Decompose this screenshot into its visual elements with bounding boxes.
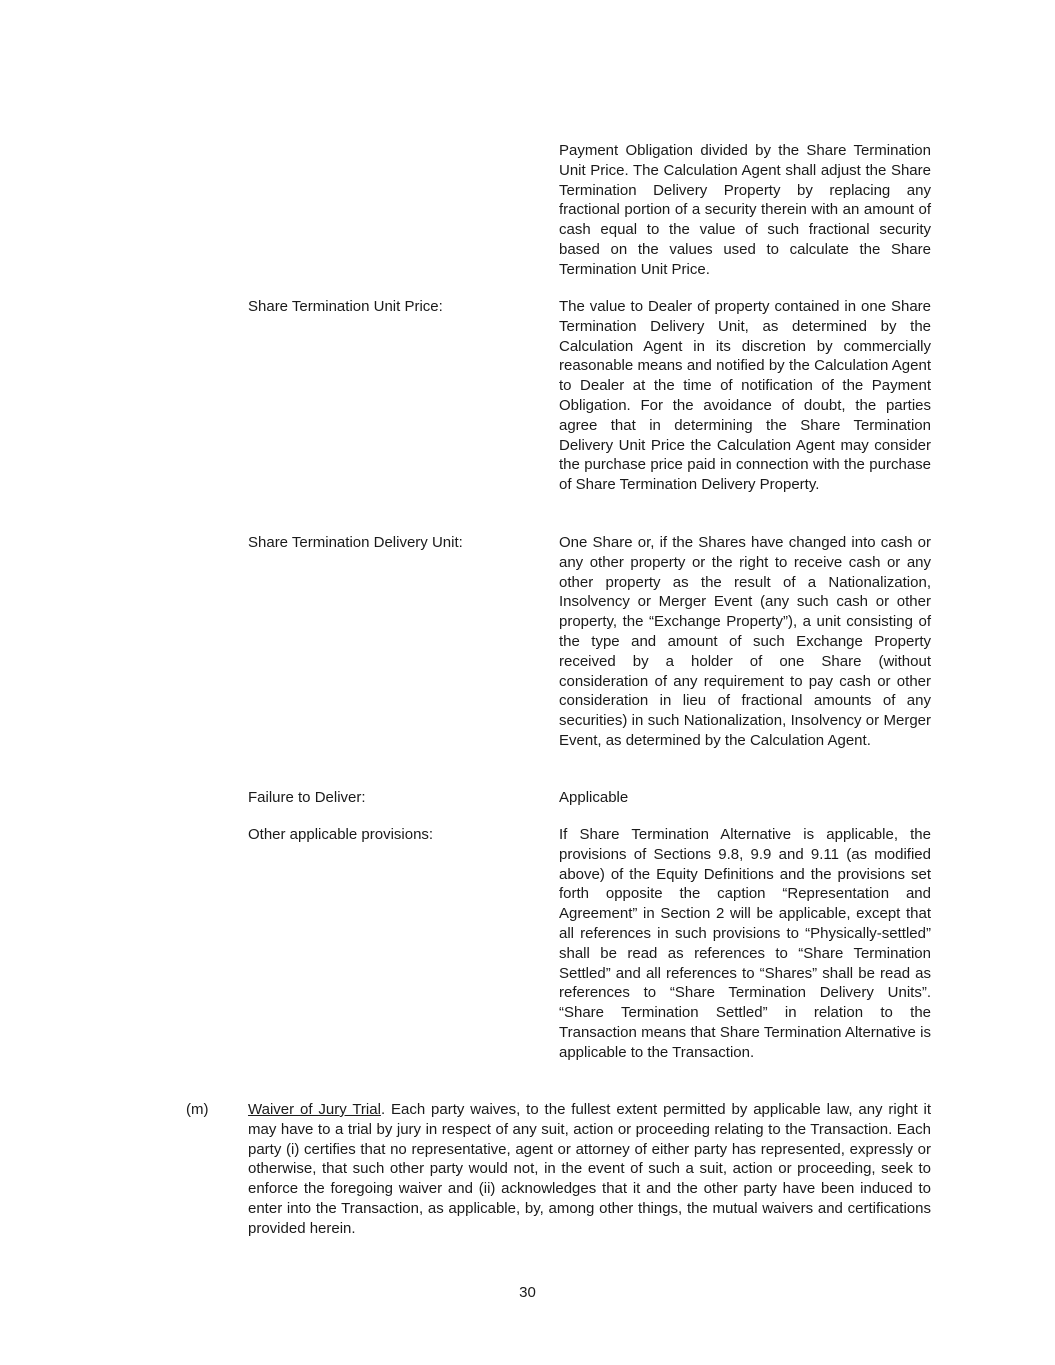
term-label-other-provisions: Other applicable provisions: [248, 826, 434, 843]
term-label-unit-price: Share Termination Unit Price: [248, 298, 443, 315]
section-m-body: . Each party waives, to the fullest extent permitted by applicable law, any right it may have to a trial by jury in respect of any suit, action or proceeding relating to the Transaction. Each party (i) certifies that no representative, agent or attorney of either party has represented, expressly or otherwise, that such other party would not, in the event of such a suit, action or proceeding, seek to enforce the foregoing waiver and (ii) acknowledges that it and the other party have been induced to enter into the Transaction, as applicable, by, among other things, the mutual waivers and certifications provided herein. [248, 1101, 931, 1237]
term-definition-delivery-unit: One Share or, if the Shares have changed into cash or any other property or the right to receive cash or any other property as the result of a Nationalization, Insolvency or Merger Event (any such cash or other property, the “Exchange Property”), a unit consisting of the type and amount of such Exchange Property received by a holder of one Share (without consideration of any requirement to pay cash or other consideration in lieu of fractional amounts of any securities) in such Nationalization, Insolvency or Merger Event, as determined by the Calculation Agent. [559, 534, 931, 749]
term-label-failure-to-deliver: Failure to Deliver: [248, 789, 366, 806]
continuation-paragraph: Payment Obligation divided by the Share Termination Unit Price. The Calculation Agent shall adjust the Share Termination Delivery Property by replacing any fractional portion of a security therein with an amount of cash equal to the value of such fractional security based on the values used to calculate the Share Termination Unit Price. [559, 142, 931, 278]
section-m-heading: Waiver of Jury Trial [248, 1101, 381, 1118]
section-m-paragraph [248, 1100, 931, 1239]
section-m-label: (m) [186, 1101, 209, 1118]
term-definition-failure-to-deliver: Applicable [559, 789, 629, 806]
term-label-delivery-unit: Share Termination Delivery Unit: [248, 534, 463, 551]
term-definition-unit-price: The value to Dealer of property contained in one Share Termination Delivery Unit, as determined by the Calculation Agent in its discretion by commercially reasonable means and notified by the Calculation Agent to Dealer at the time of notification of the Payment Obligation. For the avoidance of doubt, the parties agree that in determining the Share Termination Delivery Unit Price the Calculation Agent may consider the purchase price paid in connection with the purchase of Share Termination Delivery Property. [559, 298, 931, 494]
term-definition-other-provisions: If Share Termination Alternative is applicable, the provisions of Sections 9.8, 9.9 and 9.11 (as modified above) of the Equity Definitions and the provisions set forth opposite the caption “Representation and Agreement” in Section 2 will be applicable, except that all references in such provisions to “Physically-settled” shall be read as references to “Share Termination Settled” and all references to “Shares” shall be read as references to “Share Termination Delivery Units”. “Share Termination Settled” in relation to the Transaction means that Share Termination Alternative is applicable to the Transaction. [559, 826, 931, 1061]
page-number: 30 [519, 1284, 536, 1301]
